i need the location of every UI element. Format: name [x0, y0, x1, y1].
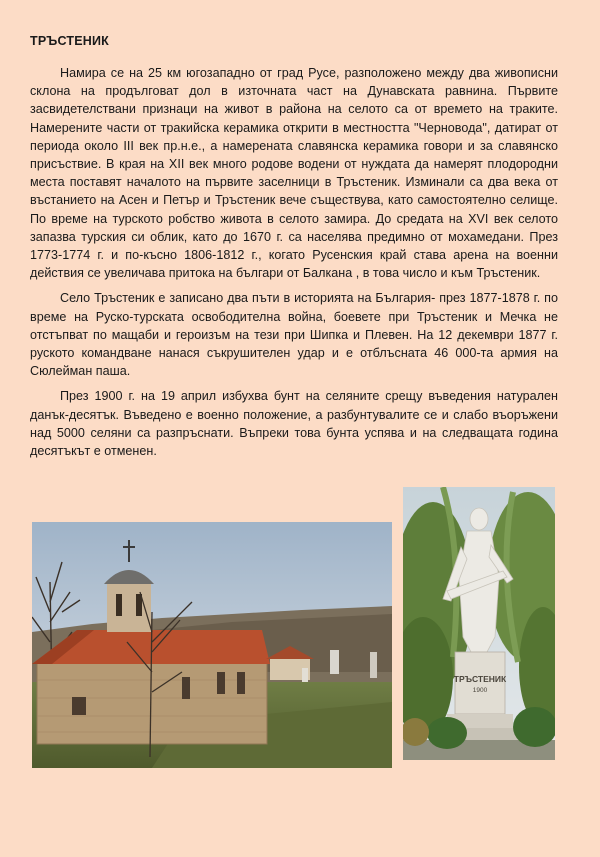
page-title: ТРЪСТЕНИК: [30, 34, 109, 48]
paragraph-war: Село Тръстеник е записано два пъти в историята на България- през 1877-1878 г. по време на Руско-турската освободителна война, боевете при Тръстеник и Мечка не отстъпват по мащаби и героизъм на тези при Шипка и Плевен. На 12 декември 1877 г. руското командване нанася съкрушителен удар и е отблъсната 46 000-та армия на Сюлейман паша.: [30, 291, 558, 379]
paragraph-uprising: През 1900 г. на 19 април избухва бунт на селяните срещу въведения натурален данък-десятък. Въведено е военно положение, а разбунтувалите се и слабо въоръжени над 5000 селяни са разпръснати. Въпреки това бунта успява и на следващата година десятъкът е отменен.: [30, 389, 558, 459]
paragraph-history: Намира се на 25 км югозападно от град Русе, разположено между два живописни склона на продълговат дол в източната част на Дунавската равнина. Първите засвидетелствани признаци на живот в района на селото са от времето на траките. Намерените части от тракийска керамика открити в местността "Черновода", датират от периода около III век пр.н.е., а намерената славянска керамика говори и за славянско присъствие. В края на XII век много родове водени от нуждата да намерят плодородни места поставят началото на първите заселници в Тръстеник. Изминали са два века от въстанието на Асен и Петър и Тръстеник вече съществува, като самостоятелно селище. По време на турското робство живота в селото замира. До средата на XVI век селото запазва турския си облик, като до 1670 г. са населява предимно от мохамедани. През 1773-1774 г. и по-късно 1806-1812 г., когато Русенския край става арена на военни действия се увеличава притока на българи от Балкана , в това число и към Тръстеник.: [30, 66, 558, 281]
monument-inscription: ТРЪСТЕНИК: [453, 674, 507, 684]
article-body: [30, 64, 558, 467]
monument-year: 1900: [472, 687, 488, 694]
church-photo: [32, 522, 392, 768]
monument-photo: [403, 487, 555, 760]
